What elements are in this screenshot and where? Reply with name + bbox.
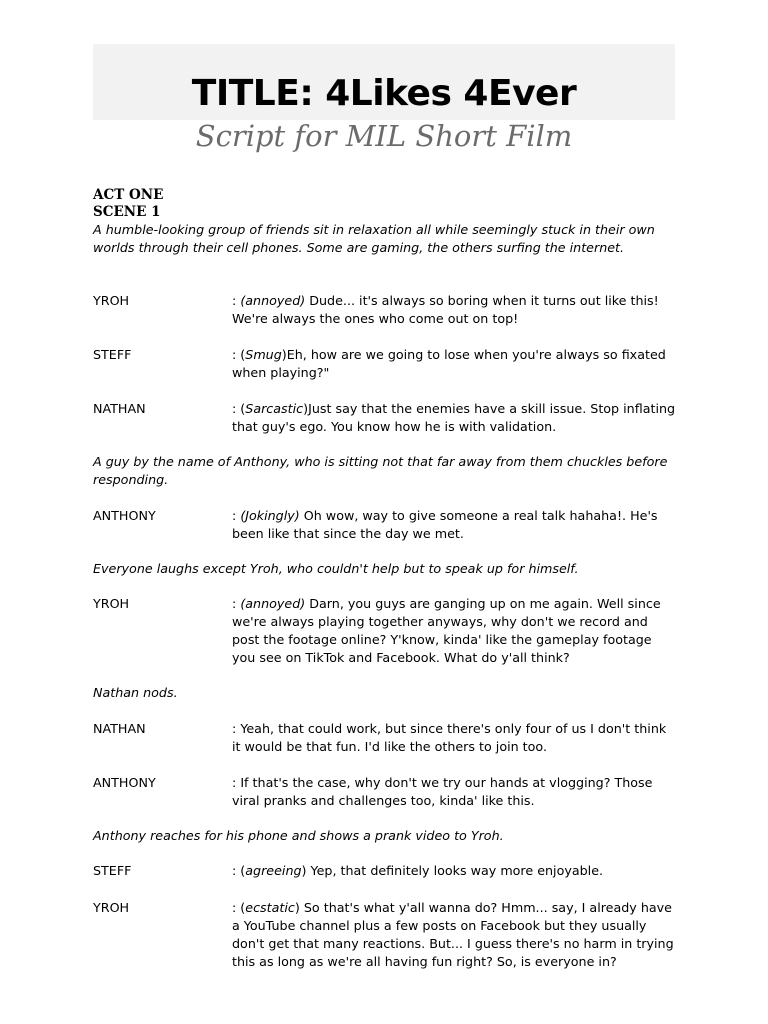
character-name: NATHAN [93,721,146,736]
scene-description: A humble-looking group of friends sit in relaxation all while seemingly stuck in their own worlds through their cell phones. Some are gaming, the others surfing the internet. [93,222,655,255]
dialogue-text: : If that's the case, why don't we try our hands at vlogging? Those viral pranks and challenges too, kinda' like this. [232,775,653,808]
parenthetical: (annoyed) [240,293,306,308]
parenthetical: ecstatic [245,900,295,915]
dialogue-text: : (annoyed) Darn, you guys are ganging up on me again. Well since we're always playing together anyways, why don't we record and post the footage online? Y'know, kinda' like the gameplay footage you see on TikTok and Facebook. What do y'all think? [232,596,661,665]
character-name: STEFF [93,863,132,878]
parenthetical: Smug [245,347,282,362]
character-name: NATHAN [93,401,146,416]
character-name: ANTHONY [93,508,156,523]
character-name: YROH [93,293,130,308]
dialogue-text: : (annoyed) Dude... it's always so boring when it turns out like this! We're always the ones who come out on top! [232,293,659,326]
script-title: TITLE: 4Likes 4Ever [191,73,577,114]
character-name: ANTHONY [93,775,156,790]
act-scene-heading [93,187,163,221]
parenthetical: (annoyed) [240,596,306,611]
act-label: ACT ONE [93,187,164,203]
scene-label: SCENE 1 [93,204,161,220]
stage-direction: Nathan nods. [93,685,178,700]
dialogue-text: : Yeah, that could work, but since there's only four of us I don't think it would be that fun. I'd like the others to join too. [232,721,667,754]
parenthetical: (Jokingly) [240,508,300,523]
stage-direction: A guy by the name of Anthony, who is sitting not that far away from them chuckles before responding. [93,454,668,487]
dialogue-text: : (Sarcastic)Just say that the enemies have a skill issue. Stop inflating that guy's ego. You know how he is with validation. [232,401,676,434]
character-name: YROH [93,900,130,915]
dialogue-text: : (Smug)Eh, how are we going to lose when you're always so fixated when playing?" [232,347,666,380]
dialogue-text: : (Jokingly) Oh wow, way to give someone a real talk hahaha!. He's been like that since the day we met. [232,508,658,541]
dialogue-text: : (ecstatic) So that's what y'all wanna do? Hmm... say, I already have a YouTube channel plus a few posts on Facebook but they usually don't get that many reactions. But... I guess there's no harm in trying this as long as we're all having fun right? So, is everyone in? [232,900,674,969]
script-subtitle: Script for MIL Short Film [195,119,573,153]
character-name: YROH [93,596,130,611]
parenthetical: agreeing [245,863,302,878]
stage-direction: Everyone laughs except Yroh, who couldn't help but to speak up for himself. [93,561,579,576]
dialogue-text: : (agreeing) Yep, that definitely looks way more enjoyable. [232,863,604,878]
character-name: STEFF [93,347,132,362]
parenthetical: Sarcastic [245,401,304,416]
stage-direction: Anthony reaches for his phone and shows a prank video to Yroh. [93,828,504,843]
